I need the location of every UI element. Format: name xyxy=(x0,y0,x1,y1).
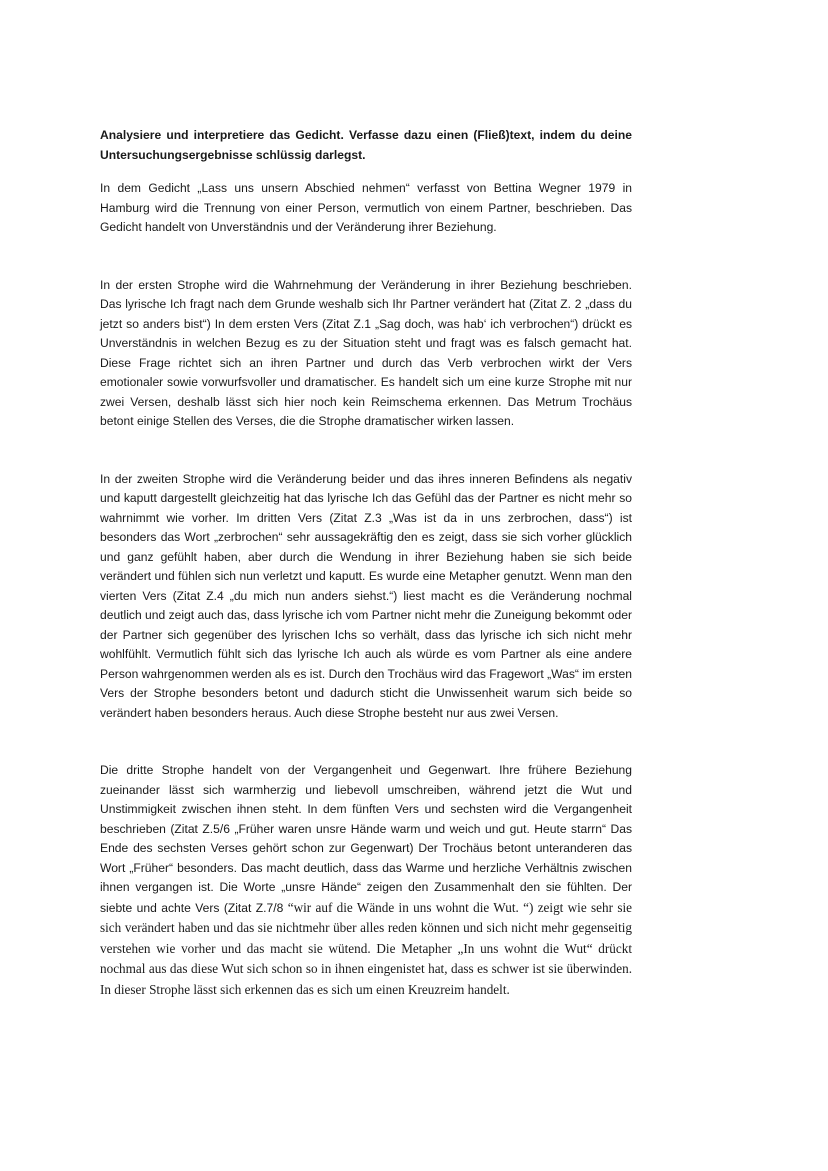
paragraph-strophe-1: In der ersten Strophe wird die Wahrnehmung der Veränderung in ihrer Beziehung beschrieben. Das lyrische Ich fragt nach dem Grunde weshalb sich Ihr Partner verändert hat (Zitat Z. 2 „dass du jetzt so anders bist“) In dem ersten Vers (Zitat Z.1 „Sag doch, was hab‘ ich verbrochen“) drückt es Unverständnis in welchen Bezug es zu der Situation steht und fragt was es falsch gemacht hat. Diese Frage richtet sich an ihren Partner und durch das Verb verbrochen wirkt der Vers emotionaler sowie vorwurfsvoller und dramatischer. Es handelt sich um eine kurze Strophe mit nur zwei Versen, deshalb lässt sich hier noch kein Reimschema erkennen. Das Metrum Trochäus betont einige Stellen des Verses, die die Strophe dramatischer wirken lassen. xyxy=(100,277,632,428)
paragraph-strophe-3-part-2: “wir auf die Wände in uns wohnt die Wut. “) zeigt wie sehr sie sich verändert haben und das sie nichtmehr über alles reden können und sich nicht mehr gegenseitig verstehen wie vorher und das macht sie wütend. Die Metapher „In uns wohnt die Wut“ drückt nochmal aus das diese Wut sich schon so in ihnen eingenistet hat, dass es schwer ist sie überwinden. In dieser Strophe lässt sich erkennen das es sich um einen Kreuzreim handelt. xyxy=(100,899,632,997)
document-page xyxy=(100,125,632,1000)
paragraph-strophe-3 xyxy=(100,761,632,1000)
intro-paragraph: In dem Gedicht „Lass uns unsern Abschied nehmen“ verfasst von Bettina Wegner 1979 in Hamburg wird die Trennung von einer Person, vermutlich von einem Partner, beschrieben. Das Gedicht handelt von Unverständnis und der Veränderung ihrer Beziehung. xyxy=(100,181,632,234)
paragraph-strophe-3-part-1: Die dritte Strophe handelt von der Vergangenheit und Gegenwart. Ihre frühere Beziehung zueinander lässt sich warmherzig und liebevoll umschreiben, während jetzt die Wut und Unstimmigkeit zwischen ihnen steht. In dem fünften Vers und sechsten wird die Vergangenheit beschrieben (Zitat Z.5/6 „Früher waren unsre Hände warm und weich und gut. Heute starrn“ Das Ende des sechsten Verses gehört schon zur Gegenwart) Der Trochäus betont unteranderen das Wort „Früher“ besonders. Das macht deutlich, dass das Warme und herzliche Verhältnis zwischen ihnen vergangen ist. Die Worte „unsre Hände“ zeigen den Zusammenhalt den sie fühlten. Der siebte und achte Vers (Zitat Z.7/8 xyxy=(100,763,632,915)
paragraph-strophe-2: In der zweiten Strophe wird die Veränderung beider und das ihres inneren Befindens als negativ und kaputt dargestellt gleichzeitig hat das lyrische Ich das Gefühl das der Partner es nicht mehr so wahrnimmt wie vorher. Im dritten Vers (Zitat Z.3 „Was ist da in uns zerbrochen, dass“) ist besonders das Wort „zerbrochen“ sehr aussagekräftig den es zeigt, dass sie sich vorher glücklich und ganz gefühlt haben, aber durch die Wendung in ihrer Beziehung haben sie sich beide verändert und fühlen sich nun verletzt und kaputt. Es wurde eine Metapher genutzt. Wenn man den vierten Vers (Zitat Z.4 „du mich nun anders siehst.“) liest macht es die Veränderung nochmal deutlich und zeigt auch das, dass lyrische ich vom Partner nicht mehr die Zuneigung bekommt oder der Partner sich gegenüber des lyrischen Ichs so verhält, dass das lyrische ich sich nicht mehr wohlfühlt. Vermutlich fühlt sich das lyrische Ich auch als würde es vom Partner als eine andere Person wahrgenommen werden als es ist. Durch den Trochäus wird das Fragewort „Was“ im ersten Vers der Strophe besonders betont und dadurch sticht die Unwissenheit warum sich beide so verändert haben besonders heraus. Auch diese Strophe besteht nur aus zwei Versen. xyxy=(100,471,632,720)
task-heading: Analysiere und interpretiere das Gedicht. Verfasse dazu einen (Fließ)text, indem du deine Untersuchungsergebnisse schlüssig darlegst. xyxy=(100,128,632,162)
